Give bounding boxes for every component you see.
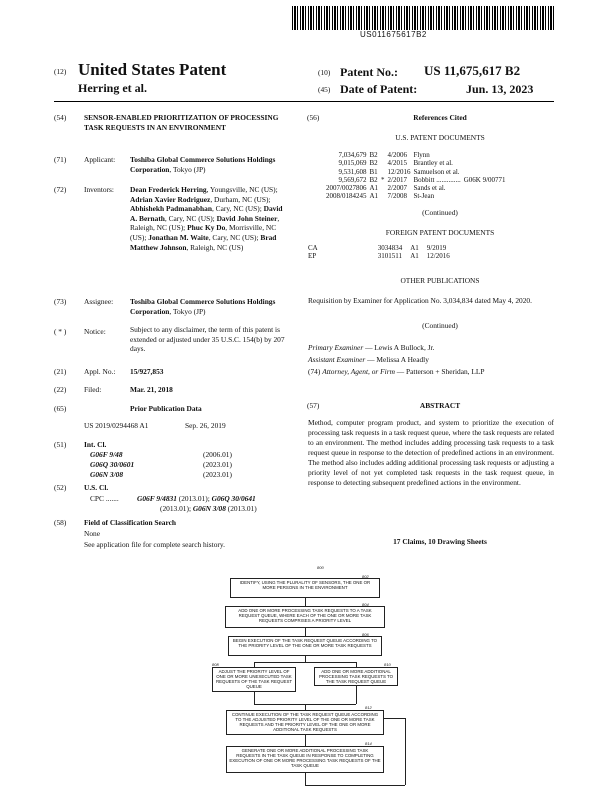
us-doc-cell: 9,569,672 xyxy=(338,175,367,184)
other-pub-text: Requisition by Examiner for Application No. 3,034,834 dated May 4, 2020. xyxy=(308,296,532,305)
code-51: (51) xyxy=(54,440,67,449)
flow-step-808: ADJUST THE PRIORITY LEVEL OF ONE OR MORE UNEXECUTED TASK REQUESTS OF THE TASK REQUEST QUEUE xyxy=(212,667,296,692)
step-ref: 814 xyxy=(365,741,372,746)
flow-arrow xyxy=(305,598,306,606)
invention-title: SENSOR-ENABLED PRIORITIZATION OF PROCESSING TASK REQUESTS IN AN ENVIRONMENT xyxy=(84,113,279,132)
us-doc-cell: 9,015,069 xyxy=(338,159,367,168)
us-doc-row xyxy=(326,192,509,200)
appl-no-label: Appl. No.: xyxy=(84,367,116,376)
patent-number: US 11,675,617 B2 xyxy=(424,63,521,78)
us-doc-cell xyxy=(464,192,509,200)
code-52: (52) xyxy=(54,483,67,492)
code-73: (73) xyxy=(54,297,67,306)
us-doc-row xyxy=(326,151,509,159)
assistant-examiner xyxy=(308,355,429,365)
header-rule xyxy=(54,101,554,102)
flow-step-810: ADD ONE OR MORE ADDITIONAL PROCESSING TASK REQUESTS TO THE TASK REQUEST QUEUE xyxy=(314,667,398,686)
patent-date: Jun. 13, 2023 xyxy=(466,82,534,96)
primary-examiner-name: — Lewis A Bullock, Jr. xyxy=(363,343,435,352)
us-doc-cell: * xyxy=(381,175,385,184)
cpc-version: (2013.01); xyxy=(176,494,212,503)
code-74: (74) xyxy=(308,367,321,376)
figure-ref-800: 800 xyxy=(317,565,324,570)
foreign-doc-row xyxy=(308,244,458,252)
us-doc-cell xyxy=(464,151,509,159)
attorney xyxy=(308,367,553,377)
code-65: (65) xyxy=(54,404,67,413)
flow-step-802: IDENTIFY, USING THE PLURALITY OF SENSORS, THE ONE OR MORE PERSONS IN THE ENVIRONMENT xyxy=(230,578,380,598)
notice-label: Notice: xyxy=(84,327,106,336)
prior-pub-no: US 2019/0294468 A1 xyxy=(84,421,149,430)
us-doc-cell: A1 xyxy=(369,184,379,193)
flow-arrow xyxy=(254,692,255,704)
applicant xyxy=(130,155,290,174)
assistant-examiner-name: — Melissa A Headly xyxy=(365,355,429,364)
filed-date: Mar. 21, 2018 xyxy=(130,385,173,394)
foreign-doc-cell: 3034834 xyxy=(377,244,403,252)
step-ref: 810 xyxy=(384,662,391,667)
flow-split-line xyxy=(254,662,356,663)
abstract-text: Method, computer program product, and system to prioritize the execution of processing task requests in a task request queue, where the task requests are related to an environment. The method includes adding processing task requests to a task request queue in response to the detection of predefined actions in an environment. The method also includes adding additional processing task requests or adjusting a priority level of not yet completed task requests in the task request queue, in response to detecting subsequent predefined actions in the environment. xyxy=(308,418,554,487)
date-label: Date of Patent: xyxy=(340,82,418,96)
step-ref: 808 xyxy=(212,662,219,667)
code-54: (54) xyxy=(54,113,67,122)
step-ref: 806 xyxy=(362,632,369,637)
step-ref: 802 xyxy=(362,574,369,579)
foreign-doc-cell: 12/2016 xyxy=(426,252,450,261)
cpc-code: G06Q 30/0641 xyxy=(211,494,256,503)
field-search-none: None xyxy=(84,529,101,538)
step-ref: 804 xyxy=(362,602,369,607)
applicant-location: , Tokyo (JP) xyxy=(169,164,206,174)
assignee-name: Toshiba Global Commerce Solutions Holdings Corporation xyxy=(130,297,276,316)
us-doc-cell: 2007/0027806 xyxy=(326,184,367,193)
code-45: (45) xyxy=(318,85,331,94)
foreign-doc-cell: 9/2019 xyxy=(426,244,447,252)
barcode xyxy=(292,6,554,30)
flow-loop-line xyxy=(305,785,405,786)
code-57: (57) xyxy=(307,401,320,410)
us-doc-cell xyxy=(464,184,509,192)
patent-type-title: United States Patent xyxy=(78,60,227,79)
us-doc-cell: Samuelson et al. xyxy=(413,167,460,176)
inventor-name: David A. Bernath xyxy=(130,204,283,223)
foreign-doc-row xyxy=(308,252,458,260)
attorney-label: Attorney, Agent, or Firm xyxy=(322,367,395,376)
primary-examiner xyxy=(308,343,434,353)
code-22: (22) xyxy=(54,385,67,394)
flow-arrow xyxy=(356,686,357,704)
other-pub-heading: OTHER PUBLICATIONS xyxy=(400,276,480,285)
us-doc-cell: B2 xyxy=(369,151,378,159)
prior-pub-date: Sep. 26, 2019 xyxy=(185,421,226,430)
inventor-location: , Raleigh, NC (US); xyxy=(130,213,280,233)
abstract-heading: ABSTRACT xyxy=(419,401,461,410)
barcode-number: US011675617B2 xyxy=(360,30,427,39)
applicant-name: Toshiba Global Commerce Solutions Holdings Corporation xyxy=(130,155,276,174)
applicant-label: Applicant: xyxy=(84,155,116,164)
foreign-patent-documents-table xyxy=(308,244,458,261)
us-doc-cell: 7,034,679 xyxy=(338,151,367,159)
inventor-location: , Cary, NC (US); xyxy=(211,204,264,214)
appl-no: 15/927,853 xyxy=(130,367,164,376)
us-doc-cell xyxy=(464,159,509,167)
flow-loop-line xyxy=(305,773,306,785)
field-search-note: See application file for complete search history. xyxy=(84,540,225,549)
inventor-name: Abhishekh Padmanabhan xyxy=(130,204,212,214)
field-search-label: Field of Classification Search xyxy=(84,518,177,527)
inventor-name: Jonathan M. Waite xyxy=(148,232,209,242)
prior-pub-heading: Prior Publication Data xyxy=(130,404,202,413)
flow-arrow xyxy=(305,628,306,636)
int-cl-code: G06F 9/48 xyxy=(90,450,123,459)
code-notice: ( * ) xyxy=(54,327,67,336)
us-cl-label: U.S. Cl. xyxy=(84,483,109,492)
inventor-name: Phuc Ky Do xyxy=(187,223,226,233)
us-doc-row xyxy=(326,184,509,192)
continued-other: (Continued) xyxy=(422,321,458,330)
attorney-name: — Patterson + Sheridan, LLP xyxy=(394,367,485,376)
primary-examiner-label: Primary Examiner xyxy=(308,343,364,352)
assignee-location: , Tokyo (JP) xyxy=(169,306,206,316)
assistant-examiner-label: Assistant Examiner xyxy=(308,355,366,364)
int-cl-version: (2006.01) xyxy=(203,450,232,459)
us-doc-row xyxy=(326,176,509,184)
notice-text: Subject to any disclaimer, the term of this patent is extended or adjusted under 35 U.S.C. 154(b) by 207 days. xyxy=(130,325,285,354)
foreign-doc-cell: 3101511 xyxy=(377,252,402,261)
us-doc-cell: 2/2017 xyxy=(387,175,407,184)
cpc-version: (2013.01) xyxy=(225,504,257,513)
flow-step-804: ADD ONE OR MORE PROCESSING TASK REQUESTS TO A TASK REQUEST QUEUE, WHERE EACH OF THE ONE OR MORE TASK REQUESTS COMPRISES A PRIORITY LEVEL xyxy=(225,606,385,628)
us-doc-cell: A1 xyxy=(369,192,379,201)
inventor-location: , Cary, NC (US); xyxy=(208,232,261,242)
code-71: (71) xyxy=(54,155,67,164)
flow-step-812: CONTINUE EXECUTION OF THE TASK REQUEST QUEUE ACCORDING TO THE ADJUSTED PRIORITY LEVEL OF THE ONE OR MORE TASK REQUESTS AND THE PRIORITY LEVEL OF THE ONE OR MORE ADDITIONAL TASK REQUESTS xyxy=(226,710,384,735)
code-72: (72) xyxy=(54,185,67,194)
int-cl-version: (2023.01) xyxy=(203,470,232,479)
int-cl-label: Int. Cl. xyxy=(84,440,107,449)
inventor-location: , Cary, NC (US); xyxy=(164,213,217,223)
us-docs-heading: U.S. PATENT DOCUMENTS xyxy=(395,133,485,142)
us-doc-cell: 4/2006 xyxy=(387,151,407,159)
us-doc-cell: B1 xyxy=(369,167,378,176)
foreign-doc-cell: EP xyxy=(308,252,317,261)
us-doc-cell: 12/2016 xyxy=(387,167,411,176)
foreign-doc-cell: CA xyxy=(308,244,318,252)
claims-sheets: 17 Claims, 10 Drawing Sheets xyxy=(393,537,487,546)
cpc-label: CPC ....... xyxy=(90,494,119,503)
assignee-label: Assignee: xyxy=(84,297,114,306)
authors: Herring et al. xyxy=(78,81,147,95)
inventor-name: Adrian Xavier Rodriguez xyxy=(130,194,211,204)
flow-arrow xyxy=(305,735,306,746)
foreign-doc-cell: A1 xyxy=(410,244,419,252)
us-doc-cell: B2 xyxy=(369,159,378,168)
us-doc-cell: 4/2015 xyxy=(387,159,407,168)
code-21: (21) xyxy=(54,367,67,376)
assignee xyxy=(130,297,290,316)
cpc-line-2 xyxy=(160,504,257,514)
code-58: (58) xyxy=(54,518,67,527)
code-12: (12) xyxy=(54,67,67,76)
inventor-name: David John Steiner xyxy=(216,213,278,223)
inventors-label: Inventors: xyxy=(84,185,114,194)
inventor-name: Brad Matthew Johnson xyxy=(130,232,277,252)
us-doc-cell: St-Jean xyxy=(413,192,435,201)
us-doc-cell: B2 xyxy=(369,175,378,184)
foreign-docs-heading: FOREIGN PATENT DOCUMENTS xyxy=(385,228,495,237)
step-ref: 812 xyxy=(365,705,372,710)
us-doc-cell: G06K 9/00771 xyxy=(463,175,506,184)
cpc-code: G06N 3/08 xyxy=(192,504,226,513)
us-doc-cell: 7/2008 xyxy=(387,192,407,201)
inventor-location: , Durham, NC (US); xyxy=(210,194,271,204)
us-doc-cell: 2008/0184245 xyxy=(326,192,367,201)
flow-loop-line xyxy=(405,718,406,785)
us-patent-documents-table xyxy=(326,151,509,201)
continued-us: (Continued) xyxy=(422,208,458,217)
cpc-code: G06F 9/4831 xyxy=(137,494,177,503)
flow-step-806: BEGIN EXECUTION OF THE TASK REQUEST QUEUE ACCORDING TO THE PRIORITY LEVEL OF THE ONE OR MORE TASK REQUESTS xyxy=(228,636,382,656)
us-doc-cell: Brantley et al. xyxy=(413,159,453,168)
inventor-location: , Morrisville, NC (US); xyxy=(130,223,277,242)
patent-no-label: Patent No.: xyxy=(340,65,398,79)
us-doc-cell xyxy=(464,168,509,176)
code-56: (56) xyxy=(307,113,320,122)
references-heading: References Cited xyxy=(413,113,467,122)
cpc-line-1 xyxy=(137,494,256,504)
int-cl-code: G06Q 30/0601 xyxy=(90,460,135,469)
us-doc-cell: 2/2007 xyxy=(387,184,407,193)
us-doc-row xyxy=(326,159,509,167)
filed-label: Filed: xyxy=(84,385,102,394)
foreign-doc-cell: A1 xyxy=(410,252,419,261)
flow-step-814: GENERATE ONE OR MORE ADDITIONAL PROCESSING TASK REQUESTS IN THE TASK QUEUE IN RESPONSE TO COMPLETING EXECUTION OF ONE OR MORE PROCESSING TASK REQUESTS OF THE TASK QUEUE xyxy=(226,746,384,773)
us-doc-cell: Sands et al. xyxy=(413,184,446,193)
us-doc-cell: Flynn xyxy=(413,151,430,159)
inventor-name: Dean Frederick Herring xyxy=(130,185,207,194)
us-doc-cell: 9,531,608 xyxy=(338,167,367,176)
int-cl-code: G06N 3/08 xyxy=(90,470,124,479)
inventor-location: , Raleigh, NC (US) xyxy=(186,242,244,252)
us-doc-row xyxy=(326,168,509,176)
code-10: (10) xyxy=(318,68,331,77)
cpc-version: (2013.01); xyxy=(160,504,193,513)
inventor-location: , Youngsville, NC (US); xyxy=(206,185,278,194)
us-doc-cell: Bobbitt .............. xyxy=(413,175,461,184)
flow-loop-line xyxy=(384,718,405,719)
int-cl-version: (2023.01) xyxy=(203,460,232,469)
inventors-list xyxy=(130,185,290,252)
